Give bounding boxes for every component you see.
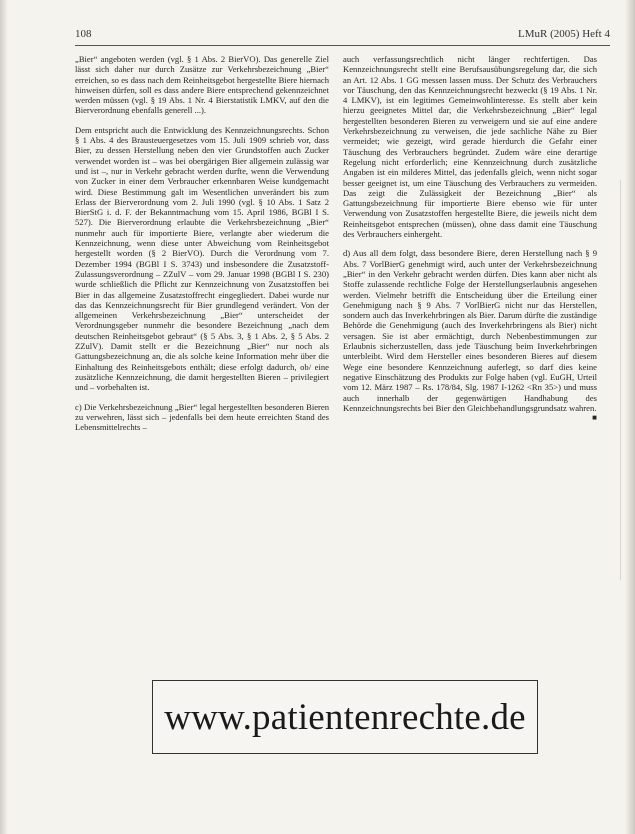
journal-citation: LMuR (2005) Heft 4 <box>518 28 610 40</box>
paragraph: Dem entspricht auch die Entwicklung des Kennzeichnungsrechts. Schon § 1 Abs. 4 des Brausteuergesetzes vom 15. Juli 1909 schrieb vor, dass Bier, zu dessen Herstellung neben den vier Grundstoffen auch Zucker verwendet worden ist – was bei obergärigen Bier allgemein zulässig war und ist –, nur in Verkehr gebracht werden durfte, wenn die Verwendung von Zucker in einer dem Verbraucher erkennbaren Weise kundgemacht wird. Diese Bestimmung galt im Wesentlichen unverändert bis zum Erlass der Bierverordnung vom 2. Juli 1990 (vgl. § 10 Abs. 1 Satz 2 BierStG i. d. F. der Bekanntmachung vom 15. April 1986, BGBl I S. 527). Die Bierverordnung erlaubte die Verkehrsbezeichnung „Bier“ nunmehr auch für importierte Biere, verlangte aber wiederum die Kennzeichnung, wenn diese unter Abweichung vom Reinheitsgebot hergestellt worden (§ 2 BierVO). Durch die Verordnung vom 7. Dezember 1994 (BGBl I S. 3743) und insbesondere die Zusatzstoff-Zulassungsverordnung – ZZulV – vom 29. Januar 1998 (BGBl I S. 230) wurde schließlich die Pflicht zur Kennzeichnung von Zusatzstoffen bei Bier in das allgemeine Zusatzstoffrecht eingegliedert. Dabei wurde nur das das Kennzeichnungsrecht für Bier grundlegend verändert. Von der allgemeinen Verkehrsbezeichnung „Bier“ unterscheidet der Verordnungsgeber nunmehr die besondere Bezeichnung „nach dem deutschen Reinheitsgebot gebraut“ (§ 5 Abs. 3, § 1 Abs. 2, § 5 Abs. 2 ZZulV). Damit stellt er die Bezeichnung „Bier“ nur noch als Gattungsbezeichnung an, die als solche keine Information mehr über die Einhaltung des Reinheitsgebots enthält; diese erfolgt dadurch, ob/ eine zusätzliche Kennzeichnung, die damit hergestellten Bieren – privilegiert und – vorbehalten ist. <box>75 124 329 393</box>
scan-edge-left <box>0 0 8 834</box>
website-link[interactable]: www.patientenrechte.de <box>164 696 526 738</box>
end-of-article-mark: ■ <box>592 413 597 423</box>
paragraph <box>343 248 597 423</box>
page-header <box>75 28 610 46</box>
website-banner <box>152 680 538 754</box>
paragraph: auch verfassungsrechtlich nicht länger rechtfertigen. Das Kennzeichnungsrecht stellt eine Berufsausübungsregelung dar, die sich an Art. 12 Abs. 1 GG messen lassen muss. Der Schutz des Verbrauchers vor Täuschung, den das Kennzeichnungsrecht bezweckt (§ 19 Abs. 1 Nr. 4 LMKV), ist ein legitimes Gemeinwohlinteresse. Es stellt aber kein hierzu geeignetes Mittel dar, die Verkehrsbezeichnung „Bier“ legal hergestellten besonderen Bieren zu verweigern und sie auf eine andere Verkehrsbezeichnung zu verweisen, die jede sachliche Nähe zu Bier vermeidet; wie gezeigt, wird gerade hierdurch die Gefahr einer Täuschung des Verbrauchers begründet. Zudem wäre eine derartige Regelung nicht erforderlich; eine Kennzeichnung durch zusätzliche Angaben ist ein milderes Mittel, das jedenfalls gleich, wenn nicht sogar besser geeignet ist, um eine Täuschung des Verbrauchers zu vermeiden. Das zeigt die Zulässigkeit der Bezeichnung „Bier“ als Gattungsbezeichnung für importierte Biere ebenso wie für unter Verwendung von Zusatzstoffen hergestellte Biere, die jeweils nicht dem Reinheitsgebot entsprechen (müssen), ohne dass damit eine Täuschung des Verbrauchers einhergeht. <box>343 54 597 240</box>
header-rule <box>75 45 610 46</box>
page-number: 108 <box>75 28 92 40</box>
scan-artifact <box>620 180 621 580</box>
scan-edge-right <box>625 0 635 834</box>
paragraph: „Bier“ angeboten werden (vgl. § 1 Abs. 2 BierVO). Das generelle Ziel lässt sich daher nur durch Zusätze zur Verkehrsbezeichnung „Bier“ erreichen, so es dass nach dem Reinheitsgebot hergestellte Biere hiernach hinweisen dürfen, soll es dass andere Biere entsprechend gekennzeichnet werden müssen (vgl. § 19 Abs. 1 Nr. 4 Bierstatistik LMKV, auf den die Bierverordnung ebenfalls generell ...). <box>75 54 329 116</box>
left-column <box>75 54 329 441</box>
paragraph-text: d) Aus all dem folgt, dass besondere Biere, deren Herstellung nach § 9 Abs. 7 VorlBierG genehmigt wird, auch unter der Verkehrsbezeichnung „Bier“ in den Verkehr gebracht werden dürfen. Dies kann aber nicht als Stoffe zulassende rechtliche Folge der Herstellungserlaubnis angesehen werden. Vielmehr betrifft die Entscheidung über die Erteilung einer Genehmigung nach § 9 Abs. 7 VorlBierG nicht nur das Herstellen, sondern auch das Inverkehrbringen als Bier. Darum dürfte die zuständige Behörde die Genehmigung (auch des Inverkehrbringens als Bier) nicht versagen. Sie ist aber ermächtigt, durch Nebenbestimmungen zur Erlaubnis sicherzustellen, dass jede Täuschung beim Inverkehrbringen unterbleibt. Wird dem Hersteller eines besonderen Bieres auf diesem Wege eine besondere Kennzeichnung auferlegt, so darf dies keine negative Einschätzung des Produkts zur Folge haben (vgl. EuGH, Urteil vom 12. März 1987 – Rs. 178/84, Slg. 1987 I-1262 <Rn 35>) und muss auch innerhalb der gegenwärtigen Handhabung des Kennzeichnungsrechts bei Bier den Gleichbehandlungsgrundsatz wahren. <box>343 248 597 413</box>
right-column <box>343 54 597 423</box>
paragraph: c) Die Verkehrsbezeichnung „Bier“ legal hergestellten besonderen Bieren zu verwehren, lässt sich – jedenfalls bei dem heute erreichten Stand des Lebensmittelrechts – <box>75 401 329 433</box>
